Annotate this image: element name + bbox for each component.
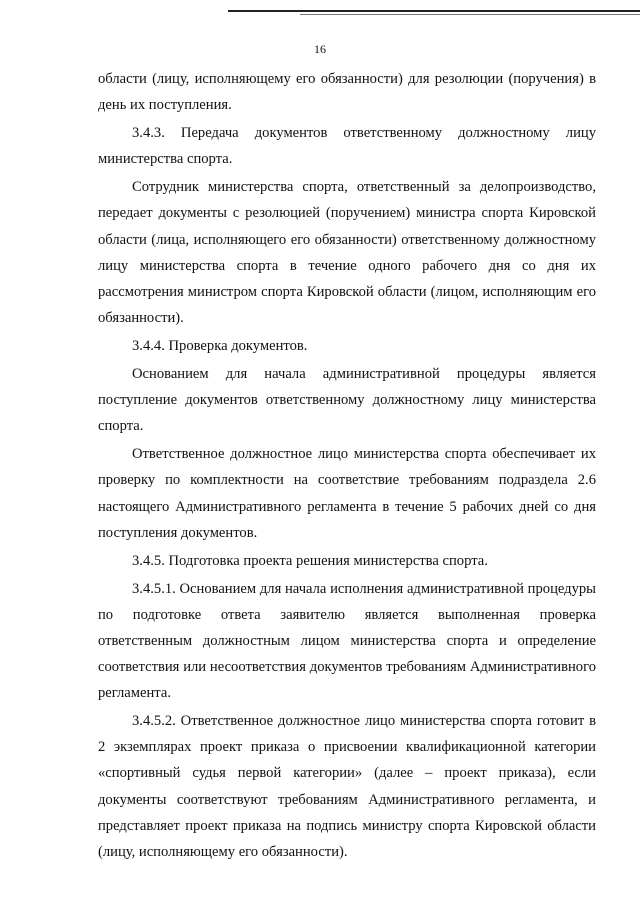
section-heading-3-4-5: 3.4.5. Подготовка проекта решения министерства спорта. — [132, 552, 488, 569]
paragraph-continuation: области (лицу, исполняющему его обязанности) для резолюции (поручения) в день их поступления. — [98, 71, 596, 114]
top-rule — [228, 10, 640, 12]
paragraph: Сотрудник министерства спорта, ответственный за делопроизводство, передает документы с резолюцией (поручением) министра спорта Кировской области (лица, исполняющего его обязанности) ответственному должностному лицу министерства спорта в течение одного рабочего дня со дня их рассмотрения министром спорта Кировской области (лицом, исполняющим его обязанности). — [98, 179, 596, 326]
paragraph: Основанием для начала административной процедуры является поступление документов ответственному должностному лицу министерства спорта. — [98, 366, 596, 435]
section-heading-3-4-3: 3.4.3. Передача документов ответственному должностному лицу министерства спорта. — [98, 125, 596, 168]
section-heading-3-4-4: 3.4.4. Проверка документов. — [132, 337, 308, 354]
document-body — [98, 66, 596, 867]
paragraph: Ответственное должностное лицо министерства спорта обеспечивает их проверку по комплектности на соответствие требованиям подраздела 2.6 настоящего Административного регламента в течение 5 рабочих дней со дня поступления документов. — [98, 446, 596, 541]
paragraph-3-4-5-2: 3.4.5.2. Ответственное должностное лицо министерства спорта готовит в 2 экземплярах проект приказа о присвоении квалификационной категории «спортивный судья первой категории» (далее – проект приказа), если документы соответствуют требованиям Административного регламента, и представляет проект приказа на подпись министру спорта Кировской области (лицу, исполняющему его обязанности). — [98, 713, 596, 860]
top-rule-thin — [300, 14, 640, 15]
paragraph-3-4-5-1: 3.4.5.1. Основанием для начала исполнения административной процедуры по подготовке ответа заявителю является выполненная проверка ответственным должностным лицом министерства спорта и определение соответствия или несоответствия документов требованиям Административного регламента. — [98, 580, 596, 702]
page-number: 16 — [314, 42, 326, 56]
